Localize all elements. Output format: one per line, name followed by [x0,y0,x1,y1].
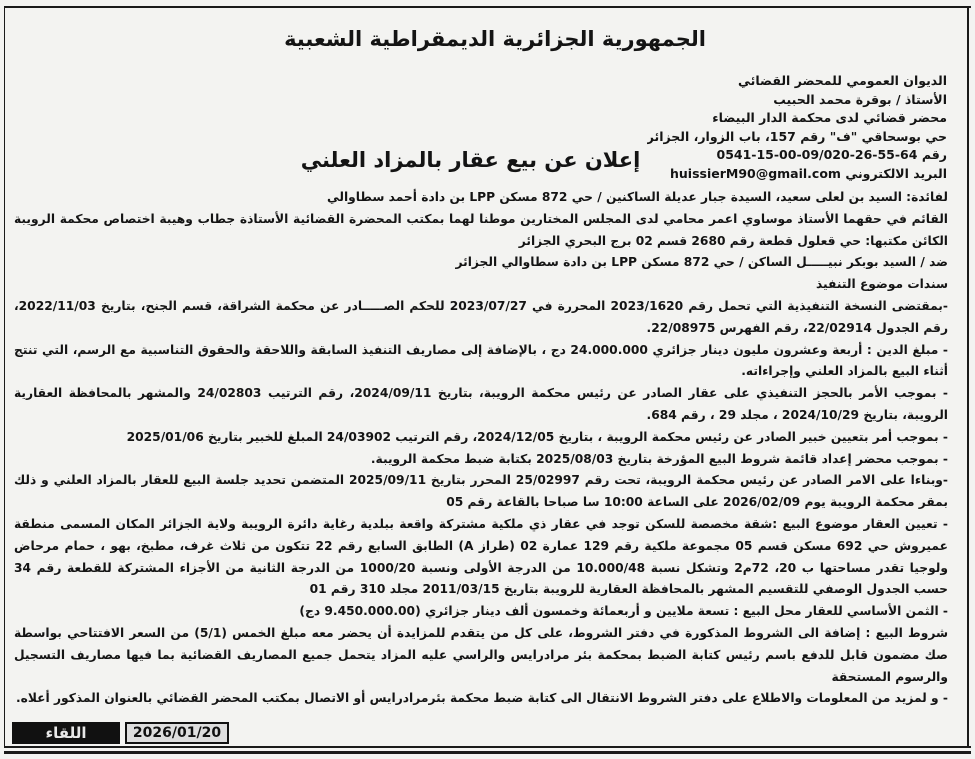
paragraph-beneficiaries: لفائدة: السيد بن لعلى سعيد، السيدة جبار عديلة الساكنين / حي 872 مسكن LPP بن دادة أحمد سطاوالي [326,190,948,204]
right-border-rule [967,6,969,746]
bottom-border-rule-thick [4,751,971,754]
phone-label: رقم [921,147,947,163]
bailiff-name: الأستاذ / بوقرة محمد الحبيب [773,91,947,107]
section-heading-enforcement-titles: سندات موضوع التنفيذ [815,277,948,292]
office-address: حي بوسحاقي "ف" رقم 157، باب الزوار، الجزائر [647,128,947,144]
republic-title: الجمهورية الجزائرية الديمقراطية الشعبية [284,27,706,51]
notice-body [14,187,948,717]
paragraph-sale-terms: شروط البيع : إضافة الى الشروط المذكورة في دفتر الشروط، على كل من يتقدم للمزايدة أن يحضر معه مبلغ الخمس (5/1) من السعر الافتتاحي بواسطة صك مضمون قابل للدفع باسم رئيس كتابة الضبط بمحكمة بئر مرادرايس والراسي عليه المزاد يتحمل جميع المصاريف القضائية بما فيها مصاريف التسجيل والرسوم المستحقة [14,625,948,684]
paragraph-base-price: - الثمن الأساسي للعقار محل البيع : تسعة ملايين و أربعمائة وخمسون ألف دينار جزائري (9.450.000.00 دج) [299,604,948,619]
office-name: الديوان العمومي للمحضر القضائي [738,73,947,88]
notice-title: إعلان عن بيع عقار بالمزاد العلني [300,148,641,172]
paragraph-auction-session: -وبناءا على الامر الصادر عن رئيس محكمة الرويبة، تحت رقم 25/02997 المحرر بتاريخ 2025/09/11 المتضمن تحديد جلسة البيع للعقار بالمزاد العلني و ذلك بمقر محكمة الرويبة يوم 2026/02/09 على الساعة 10:00 سا صباحا بالقاعة رقم 05 [14,473,948,510]
paragraph-debtor: ضد / السيد بوبكر نبيـــــل الساكن / حي 872 مسكن LPP بن دادة سطاوالي الجزائر [455,255,948,270]
paragraph-representative: القائم في حقهما الأستاذ موساوي اعمر محامي لدى المجلس المختارين موطنا لهما بمكتب المحضرة القضائية الأستاذة جطاب وهيبة اختصاص محكمة الرويبة الكائن مكتبها: حي قعلول قطعة رقم 2680 قسم 02 برج البحري الجزائر [14,211,948,248]
paragraph-seizure-order: - بموجب الأمر بالحجز التنفيذي على عقار الصادر عن رئيس محكمة الرويبة، بتاريخ 2024/09/11، رقم الترتيب 24/02803 والمشهر بالمحافظة العقارية الرويبة، بتاريخ 2024/10/29 ، مجلد 29 ، رقم 684. [14,386,948,422]
office-phone-line [647,146,947,165]
email-address: huissierM90@gmail.com [669,165,841,181]
paragraph-enforcement-copy: -بمقتضى النسخة التنفيذية التي تحمل رقم 2023/1620 المحررة في 2023/07/27 للحكم الصـــــادر عن محكمة الشراقة، قسم الجنح، بتاريخ 2022/11/03، رقم الجدول 22/02914، رقم الفهرس 22/08975. [14,298,948,335]
publication-date: 2026/01/20 [125,722,229,744]
bailiff-office-block [647,72,947,184]
newspaper-footer [12,722,229,744]
paragraph-debt-amount: - مبلغ الدين : أربعة وعشرون مليون دينار جزائري 24.000.000 دج ، بالإضافة إلى مصاريف التنفيذ السابقة واللاحقة والحقوق التناسبية مع الرسم، التي تنتج أثناء البيع بالمزاد العلني وإجراءاته. [14,342,948,379]
top-border-rule [4,6,971,8]
bottom-border-rule [4,746,971,748]
email-label: البريد الالكتروني [845,165,947,181]
left-border-rule [4,6,5,746]
paragraph-expert-order: - بموجب أمر بتعيين خبير الصادر عن رئيس محكمة الرويبة ، بتاريخ 2024/12/05، رقم الترتيب 24/03902 المبلغ للخبير بتاريخ 2025/01/06 [126,429,948,444]
paragraph-property-description: - تعيين العقار موضوع البيع :شقة مخصصة للسكن توجد في عقار ذي ملكية مشتركة واقعة ببلدية رغاية دائرة الرويبة ولاية الجزائر المكان المسمى منطقة عميروش حي 692 مسكن قسم 05 مجموعة ملكية رقم 129 عمارة 02 (طراز A) الطابق السابع رقم 22 تتكون من ثلاث غرف، مطبخ، بهو ، حمام مرحاض ولوجيا تقدر مساحتها ب 20، 72م2 وتشكل نسبة 10.000/48 من الدرجة الأولى ونسبة 1000/20 من الدرجة الثانية من الأجزاء المشتركة للقطعة رقم 34 حسب الجدول الوصفي للتقسيم المشهر بالمحافظة العقارية للرويبة بتاريخ 2011/03/15 مجلد 310 رقم 01 [14,516,948,597]
paragraph-sale-conditions-record: - بموجب محضر إعداد قائمة شروط البيع المؤرخة بتاريخ 2025/08/03 بكتابة ضبط محكمة الرويبة. [370,451,948,466]
paragraph-more-information: - و لمزيد من المعلومات والاطلاع على دفتر الشروط الانتقال الى كتابة ضبط محكمة بئرمرادرايس أو الاتصال بمكتب المحضر القضائي بالعنوان المذكور أعلاه. [15,691,948,706]
office-email-line [647,165,947,184]
bailiff-court: محضر قضائي لدى محكمة الدار البيضاء [712,110,947,126]
newspaper-name: اللقاء [12,722,120,744]
phone-number: 0541-15-00-09/020-26-55-64 [716,147,918,163]
